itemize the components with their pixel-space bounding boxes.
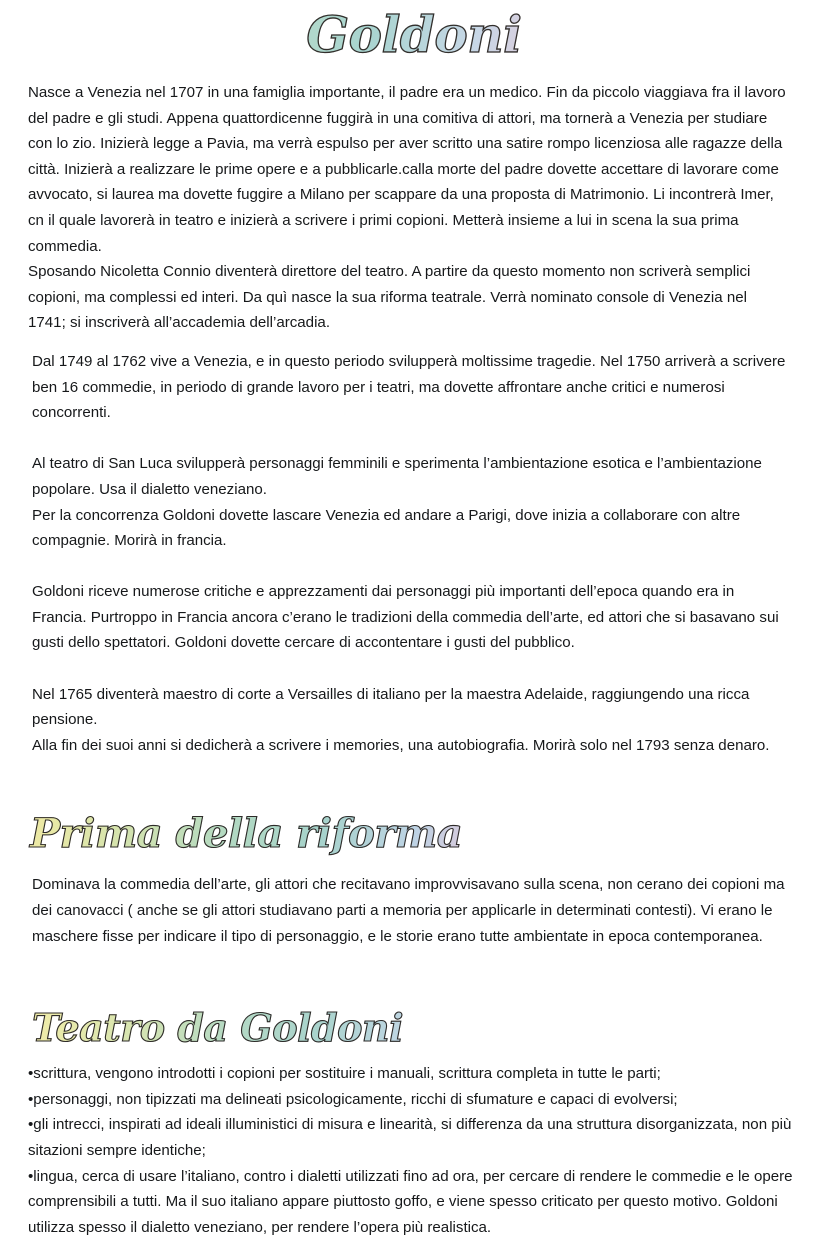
paragraph-spacer xyxy=(28,554,788,580)
section-3-title-container xyxy=(28,1005,800,1051)
paragraph-biography-1: Nasce a Venezia nel 1707 in una famiglia importante, il padre era un medico. Fin da piccolo viaggiava fra il lavoro del padre e gli studi. Appena quattordicenne fuggirà in una comitiva di attori, ma tornerà a Venezia per studiare con lo zio. Inizierà legge a Pavia, ma verrà espulso per aver scritto una satire rompo licenziosa alle ragazze della città. Inizierà a realizzare le prime opere e a pubblicarle.calla morte del padre dovette accettare di lavorare come avvocato, si laurea ma dovette fuggire a Milano per scappare da una proposta di Matrimonio. Li incontrerà Imer, cn il quale lavorerà in teatro e inizierà a scrivere i primi copioni. Metterà insieme a lui in scena la sua prima commedia. xyxy=(28,84,786,255)
bullet-marker: • xyxy=(28,1116,34,1134)
bullet-marker: • xyxy=(28,1167,34,1185)
paragraph-biography-3: Dal 1749 al 1762 vive a Venezia, e in questo periodo svilupperà moltissime tragedie. Nel 1750 arriverà a scrivere ben 16 commedie, in periodo di grande lavoro per i teatri, ma dovette affrontare anche critici e numerosi concorrenti. xyxy=(32,352,786,422)
prima-della-riforma-section xyxy=(28,872,788,949)
section-heading-prima-della-riforma: Prima della riforma xyxy=(30,814,800,854)
paragraph-spacer xyxy=(28,656,788,682)
paragraph-biography-4: Al teatro di San Luca svilupperà personaggi femminili e sperimenta l’ambientazione esotica e l’ambientazione popolare. Usa il dialetto veneziano. xyxy=(32,455,762,498)
paragraph-prima-1: Dominava la commedia dell’arte, gli attori che recitavano improvvisavano sulla scena, non cerano dei copioni ma dei canovacci ( anche se gli attori studiavano parti a memoria per applicarle in determinati contesti). Vi erano le maschere fisse per indicare il tipo di personaggio, e le storie erano tutte ambientate in epoca contemporanea. xyxy=(32,876,785,945)
bullet-marker: • xyxy=(28,1065,34,1083)
section-heading-teatro-da-goldoni: Teatro da Goldoni xyxy=(32,1009,800,1047)
section-2-title-container xyxy=(28,810,800,858)
list-item-text: gli intrecci, inspirati ad ideali illuministici di misura e linearità, si differenza da una struttura disorganizzata, non più sitazioni sempre identiche; xyxy=(28,1116,792,1159)
list-item xyxy=(28,1164,800,1240)
list-item xyxy=(28,1061,800,1087)
section-spacer xyxy=(28,758,800,814)
biography-section xyxy=(28,66,788,758)
list-item-text: personaggi, non tipizzati ma delineati psicologicamente, ricchi di sfumature e capaci di evolversi; xyxy=(33,1090,678,1108)
paragraph-spacer xyxy=(28,426,788,452)
main-title-container xyxy=(28,0,800,64)
bullet-marker: • xyxy=(28,1090,34,1108)
paragraph-biography-7: Nel 1765 diventerà maestro di corte a Versailles di italiano per la maestra Adelaide, raggiungendo una ricca pensione. xyxy=(32,685,750,729)
paragraph-spacer xyxy=(28,336,788,349)
paragraph-biography-5: Per la concorrenza Goldoni dovette lascare Venezia ed andare a Parigi, dove inizia a collaborare con altre compagnie. Morirà in francia. xyxy=(32,506,741,550)
teatro-da-goldoni-list xyxy=(28,1061,800,1240)
paragraph-biography-2: Sposando Nicoletta Connio diventerà direttore del teatro. A partire da questo momento non scriverà semplici copioni, ma complessi ed interi. Da quì nasce la sua riforma teatrale. Verrà nominato console di Venezia nel 1741; si inscriverà all’accademia dell’arcadia. xyxy=(28,263,751,332)
list-item-text: lingua, cerca di usare l’italiano, contro i dialetti utilizzati fino ad ora, per cercare di rendere le commedie e le opere comprensibili a tutti. Ma il suo italiano appare piuttosto goffo, e viene spesso criticato per questo motivo. Goldoni utilizza spesso il dialetto veneziano, per rendere l’opera più realistica. xyxy=(28,1167,793,1236)
paragraph-biography-6: Goldoni riceve numerose critiche e apprezzamenti dai personaggi più importanti dell’epoca quando era in Francia. Purtroppo in Francia ancora c’erano le tradizioni della commedia dell’arte, ed attori che si basavano sui gusti dello spettatori. Goldoni dovette cercare di accontentare i gusti del pubblico. xyxy=(32,583,779,652)
list-item xyxy=(28,1087,800,1113)
page-title: Goldoni xyxy=(28,0,800,60)
section-spacer xyxy=(28,854,800,872)
list-item-text: scrittura, vengono introdotti i copioni per sostituire i manuali, scrittura completa in tutte le parti; xyxy=(33,1065,661,1083)
paragraph-biography-8: Alla fin dei suoi anni si dedicherà a scrivere i memories, una autobiografia. Morirà solo nel 1793 senza denaro. xyxy=(32,736,770,754)
section-spacer xyxy=(28,949,800,1009)
list-item xyxy=(28,1112,800,1163)
